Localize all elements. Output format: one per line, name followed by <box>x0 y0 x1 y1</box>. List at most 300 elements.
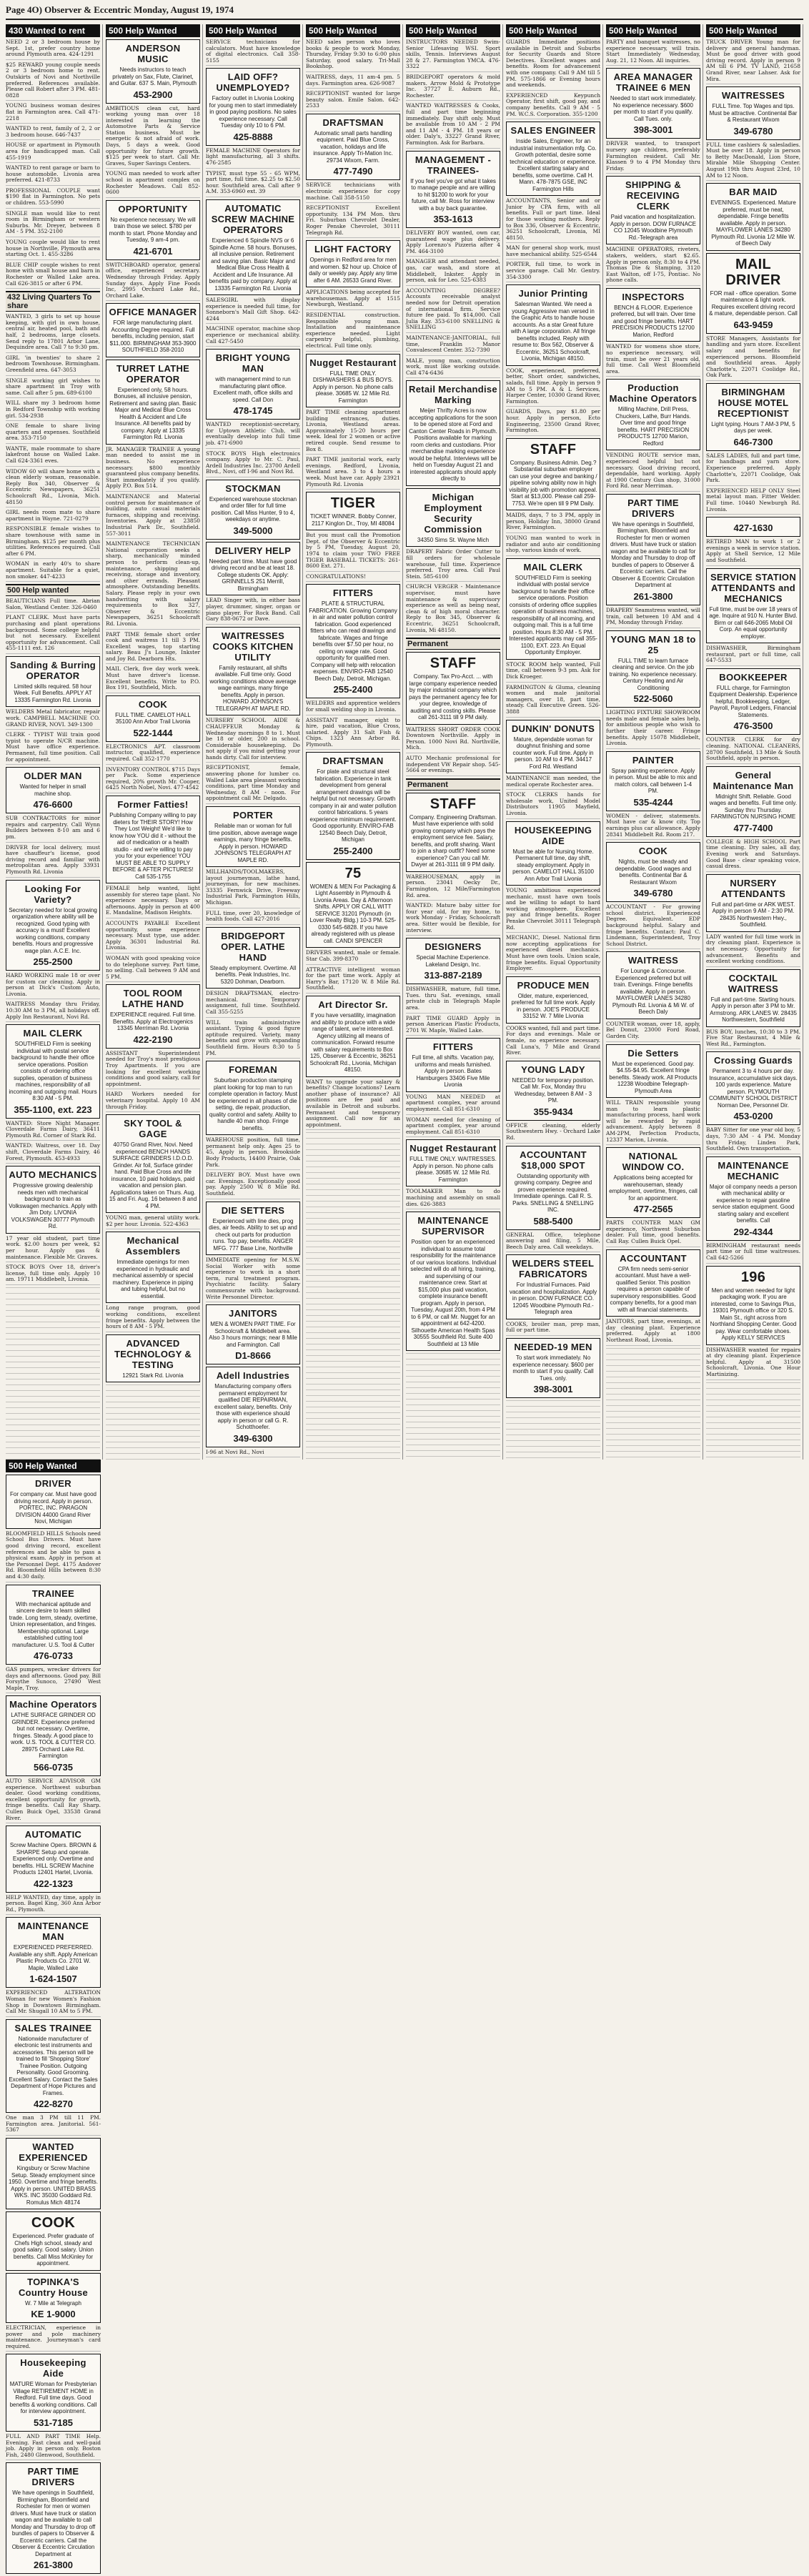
display-ad <box>606 494 700 605</box>
display-ad <box>206 199 300 295</box>
classified-ad: APPLICATIONS being accepted for warehouseman. Apply at 1515 Newburgh, Westland. <box>306 289 400 310</box>
display-ad <box>106 39 200 104</box>
classified-ad: SUB CONTRACTORS for minor repairs and carpentry. Call Wynn Builders between 8-10 am and 6 pm. <box>6 816 100 842</box>
classified-ad: TYPIST, must type 55 - 65 WPM, part time, full time. $2.25 to $2.50 hour. Southfield area. Call after 9 A.M. 353-6960 ext. 39 <box>206 171 300 197</box>
display-ad-body: Steady employment. Overtime. All benefits. Peak Industries, Inc. 5320 Dohman, Dearborn. <box>209 964 297 985</box>
display-ad-title: STAFF <box>430 655 477 672</box>
display-ad-body: Progressive growing dealership needs men with mechanical background to train as Volkswagen mechanics. Apply with Jim Doty. LIVONIA VOLKSWAGEN 30777 Plymouth Rd. <box>9 1182 97 1230</box>
display-ad-title: NURSERY ATTENDANTS <box>720 877 786 899</box>
display-ad-title: AREA MANAGER TRAINEE 6 MEN <box>613 71 693 94</box>
classified-column <box>406 24 503 1460</box>
classified-ad: VENDING ROUTE service man, experienced helpful but not necessary. Good driving record, dependable, hard working. Apply at 1900 Century Gun shop, 31000 Ford Rd. near Merriman. <box>606 452 700 492</box>
classified-ad: DRIVERS wanted, male or female. Star Cab. 399-8370 <box>306 950 400 964</box>
display-ad <box>606 951 700 1019</box>
column-filler <box>506 1400 600 1460</box>
classified-ad: ATTRACTIVE intelligent woman for the part time work. Apply at Harry's Bar, 17120 W. 8 Mile Rd. Southfield. <box>306 967 400 994</box>
display-ad-title: BOOKKEEPER <box>719 671 788 683</box>
display-ad-body: Mature, dependable woman for doughnut finishing and some counter work. Full time. Apply in person. 10 AM to 4 PM. 34417 Ford Rd. Westland <box>512 735 594 770</box>
column-filler <box>6 1287 100 1460</box>
display-ad <box>406 1038 500 1092</box>
display-ad-body: Full and part-time. Starting hours. Apply in person after 3 PM to Mr. Armstrong. ARK LANES W. 28435 Northwestern, Southfield <box>710 996 797 1024</box>
display-ad-body: LATHE SURFACE GRINDER OD GRINDER. Experience preferred but not necessary. Overtime, fringes. Steady. A good place to work. U.S. TOOL & CUTTER CO. 28975 Orchard Lake Rd. Farmington <box>11 1712 96 1760</box>
classified-ad: WANTED WAITRESSES & Cooks, full and part time beginning immediately. Day shift only. Must be available from 10 AM - 2 PM and 11 AM - 4 PM. 18 years or older. Daly's, 33227 Grand River, Farmington. Ask for Barbara. <box>406 103 500 148</box>
display-ad <box>6 880 100 971</box>
classified-ad: FULL time cashiers & salesladies. Must be over 18. Apply in person to Betty MacDonald, Lion Store, Mirable Mile Shopping Center. August 19th thru August 23rd, 10 AM to 12 Noon. <box>706 142 800 182</box>
display-ad <box>406 938 500 984</box>
display-ad <box>206 1061 300 1135</box>
display-ad-body: To start work immediately. No experience necessary. $600 per month to start if you qualify. Call Tues. only. <box>512 1354 594 1382</box>
display-ad <box>306 492 400 530</box>
display-ad-title: BRIDGEPORT OPER. LATHE HAND <box>221 930 285 963</box>
classified-ad: DRAPERY Seamstress wanted, will train, call between 10 AM and 4 PM, Monday through Friday. <box>606 608 700 628</box>
display-ad-body: Experienced 6 Spindle NVS or 6 Spindle Acme. 58 hours. Bonuses, all inclusive pension. Retirement and saving plan. Basic Major and Medical Blue Cross Health & Accident and Life Insurance. All benefits paid by company. Apply at 13335 Farmington Rd. Livonia <box>209 237 297 292</box>
display-ad <box>506 284 600 366</box>
display-ad-body: For Lounge & Concourse. Experienced preferred but will train. Evenings. Fringe benefits available. Apply in person. MAYFLOWER LANES 34280 Plymouth Rd. Livonia & Mi W. of Beech Daly <box>612 968 695 1016</box>
classified-column <box>506 24 603 1460</box>
display-ad-title: TIGER <box>330 495 376 512</box>
display-ad <box>706 668 800 735</box>
display-ad-title: DRIVER <box>35 1478 71 1490</box>
classified-ad: BEAUTICIANS Full time. Abrian Salon, Westland Center. 326-0460 <box>6 598 100 613</box>
classified-ad: JANITORS, part time, evenings, at day cleaning plant. Experience preferred. Apply at 1800 Northeast Road, Livonia. <box>606 1319 700 1345</box>
display-ad-title: DELIVERY HELP <box>214 545 292 556</box>
classified-ad: YOUNG man, general utility work. $2 per hour. Livonia. 522-4363 <box>106 1215 200 1229</box>
display-ad <box>606 68 700 139</box>
display-ad-body: Salesman Wanted. We need a young Aggressive man versed in the Graphic Arts to handle house accounts. As a star Great future with A large corporation. All fringe benefits included. Reply with resume to: Box 562, Observer & Eccentric, 36251 Schoolcraft, Livonia, Michigan 48150. <box>510 301 596 362</box>
display-ad-phone: 427-1630 <box>733 522 773 534</box>
display-ad-title: Michigan Employment Security Commission <box>424 491 482 535</box>
classified-ad: DRIVER for local delivery, must have chauffeur's license, good driving record and familiar with metropolitan area. Apply 33931 Plymouth Rd. Livonia <box>6 845 100 878</box>
classified-ad: LEAD Singer with, in either bass player, drummer, singer, organ or piano player. For Rock Band. Call Gary 838-0672 or Dave. <box>206 598 300 624</box>
display-ad <box>606 288 700 342</box>
classified-ad: NEED 2 or 3 bedroom house by Sept. 1st, prefer country home around Plymouth area. 424-1291 <box>6 39 100 60</box>
classified-ad: MALE, young man, construction work, must like working outside. Call 474-6436 <box>406 358 500 379</box>
display-ad-body: Meijer Thrifty Acres is now accepting applications for the soon to be opened store at Ford and Canton Center Roads in Plymouth. Positions available for marking room clerks and custodians. Prior merchandise marking experience would be helpful. Interviews will be held on Tuesday August 21 and interested applicants should apply directly to <box>409 407 497 482</box>
display-ad-title: OFFICE MANAGER <box>109 307 197 318</box>
display-ad-body: Permanent 3 to 4 hours per day. Insurance, accumulative sick days. 100 yards experience. Mature person. PLYMOUTH COMMUNITY SCHOOL DISTRICT Norman Dee, Personnel Dir. <box>709 1068 798 1109</box>
classified-ad: PARTY and banquet waitresses, no experience necessary, will train. Start Immediately Wednesday, Aug. 21, 12 Noon. All inquiries. <box>606 39 700 66</box>
column-heading: 430 Wanted to rent <box>6 24 100 37</box>
classified-ad: BRIDGEPORT operators & mold makers. Arrow Mold & Prototype Inc. 37727 E. Auburn Rd., Rochester. <box>406 74 500 101</box>
display-ad-phone: 522-1444 <box>133 727 173 738</box>
display-ad-title: 75 <box>344 865 362 881</box>
classified-ad: COOKS wanted, full and part time. For days and evenings. Male or female, no experience necessary. Call Luna's, 7 Mile and Grand River. <box>506 1026 600 1059</box>
display-ad-title: BIRMINGHAM HOUSE MOTEL RECEPTIONIST <box>718 386 789 419</box>
display-ad <box>6 2019 101 2114</box>
display-ad-title: DRAFTSMAN <box>322 756 384 767</box>
display-ad-body: 40750 Grand River, Novi. Need experienced BENCH HANDS SURFACE GRINDERS I.D.O.D. Grinder. Air foil, Surface grinder hand. Paid Blue Cross and life insurance, 10 paid holidays, paid vacation and pension plan. Applications taken on Thurs. Aug. 15 and Fri. Aug. 16 between 8 and 4 PM. <box>109 1141 197 1209</box>
classified-ad: WANTED to rent garage or barn to house automobile. Livonia area preferred. 421-8733 <box>6 165 100 186</box>
classified-ad: CHURCH VERGER - Maintenance supervisor, must have maintenance & supervisory experience as well as being neat, clean & of high moral character. Reply to Box 345, Observer & Eccentric, 36251 Schoolcraft, Livonia, Mi 48150. <box>406 584 500 635</box>
classified-ad: WAITRESS, days, 11 am-4 pm. 5 days. Farmington area. 626-9087 <box>306 74 400 89</box>
display-ad <box>206 1304 300 1364</box>
classified-ad: COUNTER CLERK for dry cleaning. NATIONAL CLEANERS, 28700 Southfield, 13 Mile & South Southfield, apply in person. <box>706 737 800 763</box>
column-filler <box>106 1384 200 1460</box>
classified-ad: HELP WANTED, day time, apply in person. Bagel King, 360 Ann Arbor Rd., Plymouth. <box>6 1895 101 1916</box>
display-ad-body: Major oil company needs a person with mechanical ability or experience to repair gasoline service station equipment. Good starting salary and excellent benefits. Call <box>709 1183 798 1224</box>
display-ad-body: Factory outlet in Livonia Looking for young men to start immediately in good paying positions. No sales experience necessary. Call Tuesday only 10 to 6 PM. <box>209 95 297 129</box>
classified-ad: CLERK - TYPIST Will train good typist to operate N/CR machine. Must have office experience. Permanent, full time position. Call for appointment. <box>6 732 100 765</box>
display-ad-body: with management mind to run manufacturing plant office. Excellent math, office skills and speed. Call Don <box>213 376 293 403</box>
classified-ad: SERVICE technicians with electronic experience for copy machine. Call 358-5150 <box>306 182 400 203</box>
display-ad-body: Wanted for helper in small machine shop. <box>19 783 86 797</box>
classified-ad: PART TIME female short order cook and waitress 11 till 3 PM. Excellent wages, top starting salary. Beau J's Lounge, Inkster and Joy Rd. Dearborn Hts. <box>106 632 200 665</box>
display-ad <box>306 584 400 698</box>
display-ad-title: COOK <box>31 2215 76 2231</box>
classified-column <box>306 24 403 1460</box>
display-ad-body: FULL TIME ONLY. WAITRESSES. Apply in person. No phone calls please. 30685 W. 12 Mile Rd. Farmington <box>410 1156 497 1183</box>
display-ad-phone: 255-2500 <box>33 956 73 967</box>
display-ad-body: FULL charge, for Farmington Equipment Dealership. Experience helpful, Bookkeeping. Ledger, Payroll, Payroll Ledgers, Financial Statements. <box>709 684 798 718</box>
classified-ad: HARD WORKING male 18 or over for custom car cleaning. Apply in person at Dick's Custom Auto, Livonia. <box>6 973 100 999</box>
classified-ad: ELECTRICIAN, experience in power and pole machinery maintenance. Journeyman's card required. <box>6 2325 101 2352</box>
classified-ad: MAINTENANCE-JANITORIAL, full time, Franklin Manor Convalescent Center. 352-7390 <box>406 335 500 356</box>
display-ad-title: FITTERS <box>432 1041 474 1053</box>
classified-ad: FARMINGTON & Gluma, cleaning women and male janitorial managers, over 18, part time, steady. Call Executive Green. 526-3888 <box>506 685 600 718</box>
display-ad <box>406 380 500 486</box>
classified-column <box>6 1460 103 2576</box>
display-ad-body: Inside Sales, Engineer, for an industrial instrumentation mfg. Co. Growth potential, desire some technical education or experience. Excellent starting salary and benefits, some overtime. Call H. Mann. 478-7875 GSE, INC Farmington Hills <box>510 138 597 192</box>
display-ad-body: NEEDED for temporary position. Call Mr. Fox, Monday thru Wednesday, between 8 AM - 3 PM. <box>512 1076 595 1104</box>
classified-ad: ELECTRONICS APT. classroom instructor, qualified, experience required. Call 352-1770 <box>106 744 200 765</box>
display-ad <box>306 862 400 948</box>
column-heading: 500 Help Wanted <box>206 24 300 37</box>
display-ad <box>306 240 400 287</box>
classified-ad: BLUE CHIP couple wishes to rent home with small house and barn in Rochester or Walled Lake area. Call 626-3815 or after 6 PM. <box>6 262 100 289</box>
display-ad-body: CPA firm needs semi-senior accountant. Must have a well-qualified Senior. This position requires a person capable of supervisory responsibilities. Good company benefits, for a good man with all financial statements. <box>610 1265 697 1313</box>
display-ad-body: EVENINGS. Experienced. Mature preferred, must be neat, dependable. Fringe benefits available. Apply in person. MAYFLOWER LANES 34280 Plymouth Rd. Livonia 1/2 Mile W. of Beech Daly <box>710 199 796 247</box>
display-ad <box>706 766 800 837</box>
display-ad-body: For company car. Must have good driving record. Apply in person. PORTEC, INC. PARAGON DIVISION 44000 Grand River Novi, Michigan <box>10 1491 96 1525</box>
display-ad-phone: 1-624-1507 <box>29 1973 77 1985</box>
display-ad <box>706 86 800 140</box>
classified-ad: SINGLE working girl wishes to share apartment in Troy with same. Call after 5 pm. 689-6100 <box>6 378 100 399</box>
display-ad-title: WELDERS STEEL FABRICATORS <box>512 1258 595 1280</box>
display-ad-title: ANDERSON MUSIC <box>125 43 181 64</box>
display-ad <box>106 303 200 357</box>
classified-ad: YOUNG man needed to work after school in apartment complex on Rochester Meadows. Call 852-0600 <box>106 171 200 197</box>
display-ad <box>106 695 200 742</box>
display-ad-body: No experience necessary. We will train those we select. $780 per month to start. Phone Monday and Tuesday, 9 am-4 pm. <box>109 216 197 244</box>
display-ad-title: Adell Industries <box>216 1370 290 1382</box>
classified-ad: WANTED for womens shoe store, no experience necessary, will train, must be over 21 years old, full time. Call West Bloomfield area. <box>606 344 700 377</box>
display-ad-phone: 422-1323 <box>34 1878 73 1889</box>
classified-ad: PARTS COUNTER MAN GM experience, Northwest Suburban dealer. Full time, good benefits. Call Ray. Cullen Buick Opel. <box>606 1220 700 1247</box>
display-ad-phone: 535-4244 <box>633 796 673 808</box>
display-ad-body: Full time, all shifts. Vacation pay, uniforms and meals furnished. Apply in person. Bates Hamburgers 33406 Five Mile Livonia <box>412 1054 495 1089</box>
display-ad <box>106 796 200 883</box>
display-ad-body: FULL TIME to learn furnace cleaning and service. On the job training. No experience necessary. Century Heating and Air Conditioning <box>609 657 698 691</box>
display-ad-title: 196 <box>740 1269 766 1285</box>
classified-ad: AMBITIOUS clean cut, hard working young man over 18 interested in learning the Automotive Parts & Service Station business. Must be energetic & not afraid of work. Days, 5 days a week. Good opportunity for future growth. $125 per week to start. Call Mr. Graves, Super Savings Centers. <box>106 106 200 169</box>
column-heading: 500 Help Wanted <box>606 24 700 37</box>
classified-ad: DELIVERY BOY wanted, own car, guaranteed wage plus delivery. Apply Lorenzo's Pizzeria after 4 PM. 464-3100 <box>406 230 500 257</box>
display-ad <box>106 1114 200 1213</box>
classified-ad: WOMAN needed for cleaning of apartment complex, year around employment. Call 851-6310 <box>406 1117 500 1138</box>
display-ad-body: Company. Business Admin. Deg.? Substantial suburban employer can use your degree and banking / pipeline solving ability now in high visibility job with promotion appeal. Start at $13,000. Please call 259-7753. We're open till 9 PM Daily. <box>509 459 597 507</box>
classified-ad: Long range program, good working conditions, excellent fringe benefits. Apply between the hours of 8 AM - 5 PM. <box>106 1305 200 1332</box>
classified-ad: BUS BOY, lunches, 10:30 to 3 PM. Five Star Restaurant, 4 Mile & West Rd., Farmington. <box>706 1029 800 1050</box>
masthead-text: Page 4O) Observer & Eccentric Monday, August 19, 1974 <box>6 4 234 15</box>
classified-ad: GUARDS Immediate positions available in Detroit and Suburbs for Security Guards and Store Detectives. Excellent wages and benefits. Room for advancement with one company. Call 9 AM till 5 PM. 575-1866 or Evening hours and weekends. <box>506 39 600 91</box>
display-ad-title: MAIL CLERK <box>23 1028 83 1039</box>
display-ad <box>206 1202 300 1256</box>
display-ad-title: Die Setters <box>627 1047 679 1059</box>
classified-ad: PORTER, full time, to work in service garage. Call Mr. Gentry. 354-3300 <box>506 262 600 282</box>
display-ad <box>306 114 400 181</box>
display-ad <box>206 927 300 989</box>
display-ad <box>406 1212 500 1351</box>
classified-ad: STORE Managers, Assistants for handling and yarn store. Excellent salary and benefits for experienced persons. Bloomfield and Southfield areas. Apply Charlotte's, 22071 Coolidge Rd., Oak Park. <box>706 336 800 381</box>
display-ad-title: SALES ENGINEER <box>510 125 596 137</box>
classified-ad: COUNTER woman, over 18, apply, Bel Donut, 23000 Ford Road, Garden City. <box>606 1021 700 1042</box>
display-ad <box>406 488 500 548</box>
display-ad-phone: 255-2400 <box>333 845 373 856</box>
display-ad-title: WAITRESS <box>627 955 679 966</box>
display-ad-body: Needed to start work immediately. No experience necessary. $600 per month to start if you qualify. Call Tues. only. <box>610 95 697 122</box>
display-ad-body: BENCH & FLOOR. Experience preferred, but will train. Over time and good fringe benefits. HART PRECISION PRODUCTS 12700 Marion, Redford <box>610 304 696 338</box>
display-ad-body: If you feel you've got what it takes to manage people and are willing to hit $1200 to work for your future, call Mr. Ross for interview with a buy back guarantee. <box>410 177 496 212</box>
display-ad-title: Art Director Sr. <box>318 999 388 1011</box>
classified-ad: PROFESSIONAL COUPLE want $190 flat in Farmington. No pets or children. 553-5990 <box>6 188 100 209</box>
display-ad <box>506 1254 600 1319</box>
display-ad-title: STAFF <box>430 796 477 812</box>
display-ad <box>606 176 700 244</box>
display-ad <box>506 438 600 511</box>
classified-column <box>106 24 203 1460</box>
display-ad-title: DUNKIN' DONUTS <box>511 723 595 734</box>
display-ad-title: AUTOMATIC <box>24 1829 82 1841</box>
display-ad-body: Automatic small parts handling equipment. Paid Blue Cross, vacation, holidays and life insurance. Apply Tri-Mation Inc. 29734 Wixom, Farm. <box>313 129 393 164</box>
classified-ad: $25 REWARD young couple needs 2 or 3 bedroom home to rent. Outskirts of Novi and Northville preferred. References available. Please call Robert after 3 PM. 481-0828 <box>6 62 100 101</box>
display-ad-title: Crossing Guards <box>714 1055 793 1066</box>
display-ad <box>206 480 300 540</box>
display-ad <box>6 1585 101 1665</box>
classified-ad: BLOOMFIELD HILLS Schools need School Bus Drivers. Must have good driving record, excellent references and be able to pass a physical exam. Apply in person at the Personnel Dept. 4175 Andover Rd. Bloomfield Hills between 8:30 and 4:30 daily. <box>6 1531 101 1582</box>
classified-ad: DISHWASHER, Birmingham restaurant, part or full time, call 647-5533 <box>706 645 800 666</box>
classified-ad: HOUSE or apartment in Plymouth area for handicapped man. Call 455-1919 <box>6 142 100 163</box>
display-ad-body: Position open for an experienced individual to assume total responsibility for the maintenance of our various locations. Individual selected will do all hiring, training, and supervising of our maintenance crew. Start at $15,000 plus paid vacation, complete insurance benefit program. Apply in person, Tuesday, August 20th, from 4 PM to 6 PM, or call Mr. Nugget for an appointment at 642-4200. Silhouette American Health Spas 30555 Southfield Rd. Suite 400 Southfield at 13 Mile <box>410 1239 497 1347</box>
display-ad-title: SKY TOOL & GAGE <box>124 1118 182 1140</box>
classified-ad: DISHWASHER, mature, full time, Tues. thru Sat. evenings, small private club in Telegraph Maple area. <box>406 986 500 1013</box>
classified-ad: GAS pumpers, wrecker drivers for days and afternoons. Good pay. Bill Forsythe Sunoco, 27490 West Maple, Troy. <box>6 1667 101 1693</box>
column-heading: 500 Help Wanted <box>706 24 800 37</box>
column-heading: 500 Help Wanted <box>6 1460 101 1472</box>
classified-ad: GIRL needs room mate to share apartment in Wayne. 721-0279 <box>6 510 100 524</box>
display-ad-title: General Maintenance Man <box>713 769 794 791</box>
display-ad-title: BAR MAID <box>729 187 778 198</box>
display-ad-phone: 477-7490 <box>333 166 373 177</box>
classified-ad: COLLEGE & HIGH SCHOOL Part time cleaning. Dry sales, all day, Evening work and Saturdays. Good Base - clear speaking voice, casual dress. <box>706 839 800 872</box>
display-ad-body: FULL TIME ONLY. DISHWASHERS & BUS BOYS. Apply in person. No phone calls please. 30685 W. 12 Mile Rd. Farmington <box>312 370 394 404</box>
display-ad-body: Milling Machine, Drill Press, Chuckers, Lathe, Burr Hands. Over time and good fringe benefits. HART PRECISION PRODUCTS 12700 Marion, Redford <box>615 406 691 447</box>
column-filler <box>406 1353 500 1460</box>
display-ad-phone: 422-8270 <box>34 2099 73 2110</box>
classified-ad: YOUNG man wanted to work in radiator and auto air conditioning shop, various kinds of work. <box>506 535 600 556</box>
display-ad-body: Company. Engineering Draftsman. Must have experience with solid growing company which pays the employment service fee. Salary, benefits, and profit sharing. Want to join a sharp outfit? Need some experience? Can you call Mr. Dwyer at 261-3111 till 9 PM daily. <box>409 813 497 868</box>
classified-ad: MAINTENANCE and Material control person for maintenance of building, auto casual materials furnaces, shipping and receiving. Inventories. Apply at 23850 Industrial Park Dr., Southfield. 557-3011 <box>106 494 200 539</box>
classified-ad: RESPONSIBLE female wishes to share townhouse with same in Birmingham. $125 per month plus utilities. References required. Call after 6 PM. <box>6 526 100 559</box>
classified-ad: PART TIME janitorial work, early evenings. Redford, Livonia, Westland area. 3 to 4 hours a week. Must have car. Apply 23921 Plymouth Rd. Livonia <box>306 457 400 490</box>
classified-ad: FULL AND PART TIME Help. Evening. Fast clean and well-paid job. Apply in person only. Boston Fish, 2480 Glenwood, Southfield. <box>6 2434 101 2460</box>
display-ad <box>6 656 100 708</box>
classified-ad: EXPERIENCED ALTERATION Woman for new Women's Fashion Shop in Downtown Birmingham. Call Mr. Shugall 10 AM to 5 PM. <box>6 1990 101 2016</box>
classified-ad: PART TIME GUARD Apply in person American Plastic Products, 2701 W. Maple, Walled Lake. <box>406 1016 500 1036</box>
display-ad-phone: 349-6300 <box>233 1432 273 1444</box>
display-ad <box>206 1367 300 1447</box>
display-ad-phone: 646-7300 <box>733 436 773 447</box>
display-ad <box>6 1024 100 1119</box>
display-ad <box>506 122 600 196</box>
section-heading: Permanent <box>406 638 500 650</box>
classified-ad: DRAPERY Fabric Order Cutter to fill orders for wholesale warehouse, full time. Experience preferred. Troy area. Call Paul Stein. 585-6100 <box>406 549 500 582</box>
display-ad-phone: 453-0200 <box>733 1111 773 1122</box>
display-ad-phone: KE 1-9000 <box>31 2309 76 2320</box>
classified-column <box>606 24 703 1460</box>
display-ad-phone: D1-8666 <box>235 1350 271 1362</box>
classified-ad: YOUNG MAN NEEDED at apartment complex, year around employment. Call 851-6310 <box>406 1094 500 1115</box>
display-ad-body: FOR mail - office operation. Some maintenance & light work. Requires excellent driving record & mature, dependable person. Call <box>709 289 798 317</box>
display-ad-title: Nugget Restaurant <box>309 357 397 368</box>
classified-ad: SWITCHBOARD operator, general office, experienced secretary. Wednesday through Friday. Apply Sunday days. Apply Fine Foods Inc, 2995 Orchard Lake Rd., Orchard Lake. <box>106 262 200 302</box>
display-ad-body: Openings in Redford area for men and women. $2 hour up. Choice of daily or weekly pay. Apply any time after 6 AM. 26533 Grand River. <box>309 257 397 284</box>
classified-ad: RECEPTIONIST wanted for large beauty salon. Emile Salon. 642-2533 <box>306 91 400 112</box>
display-ad <box>606 379 700 450</box>
display-ad-phone: 478-1745 <box>233 405 273 417</box>
classified-ad: WANTED to rent, family of 2, 2 or 3 bedroom house. 646-7437 <box>6 126 100 140</box>
display-ad-phone: 531-7185 <box>34 2417 73 2428</box>
classified-column <box>206 24 303 1460</box>
display-ad-title: ACCOUNTANT $18,000 SPOT <box>520 1149 587 1171</box>
display-ad <box>506 1146 600 1230</box>
display-ad-body: Manufacturing company offers permanent employment for qualified DIE REPAIRMAN, excellent salary, benefits. Only those with experience should apply in person or call G. R. Schotthoefer. <box>214 1383 292 1431</box>
classified-ad: MECHANIC, Diesel. National firm now accepting applications for experienced diesel mechanics. Must have own tools. Union scale, fringe benefits. Equal Opportunity Employer. <box>506 935 600 974</box>
classified-ad: SINGLE man would like to rent room in Birmingham or western Suburbs. Mr. Dreyer, between 8 AM - 5 PM. 352-2100 <box>6 211 100 237</box>
classified-ad: WILL share my 3 bedroom home in Redford Township with working girl. 534-2938 <box>6 400 100 421</box>
display-ad <box>6 2211 101 2271</box>
display-ad <box>706 1156 800 1241</box>
display-ad-title: Production Machine Operators <box>609 382 698 405</box>
classified-ad: WELDERS Metal fabricator, repair work. CAMPBELL MACHINE CO. GRAND RIVER, NOVI. 349-1300 <box>6 709 100 730</box>
classified-ad: FULL time, over 20, knowledge of health foods. Call 427-2016 <box>206 911 300 925</box>
classified-ad: ASSISTANT manager, eight to hire, paid vacation, Blue Cross, salaried. Apply 31 Salt Fish & Chips. 1323 Ann Arbor Rd. Plymouth. <box>306 718 400 750</box>
classified-ad: MILLHANDS/TOOLMAKERS, layout journeyman, lathe hand, journeyman, for new machines. 33335 Fernwick Drive, Freeway Industrial Park, Farmington Hills, Michigan. <box>206 869 300 908</box>
display-ad-body: EXPERIENCED PREFERRED. Available any shift. Apply American Plastic Products Co. 2701 W. Maple, Walled Lake <box>9 1944 98 1971</box>
display-ad-phone: 349-5000 <box>233 525 273 536</box>
classified-ad: MAIL Clerk, five day work week. Must have driver's license. Excellent benefits. Write to P.O. Box 191, Southfield, Mich. <box>106 666 200 693</box>
display-ad-title: LAID OFF? UNEMPLOYED? <box>216 71 290 94</box>
classified-ad: MAN for general shop work, must have mechanical ability. 525-6544 <box>506 245 600 259</box>
display-ad <box>206 806 300 867</box>
display-ad <box>6 1475 101 1529</box>
display-ad-title: FITTERS <box>332 588 374 599</box>
display-ad-phone: 477-2565 <box>633 1204 673 1215</box>
classified-ad: TOOLMAKER Man to do machining and assembly on small dies. 626-3883 <box>406 1189 500 1209</box>
classified-ad: WILL TRAIN responsible young man to learn plastic manufacturing process, hard work will be rewarded by rapid advancement. Apply between 8 AM-2PM, Perfection Products, 12337 Marion, Livonia. <box>606 1100 700 1145</box>
display-ad <box>706 517 800 537</box>
display-ad-title: TOOL ROOM LATHE HAND <box>121 988 184 1010</box>
display-ad-phone: 398-3001 <box>633 124 673 136</box>
display-ad-title: WANTED EXPERIENCED <box>19 2141 88 2164</box>
display-ad-title: OLDER MAN <box>24 771 82 782</box>
display-ad-body: Men and women needed for light packaging work. If you are interested, come to Savings Plus, 19301 Plymouth office or 320 S. Main St., right across from Northland Shopping Center. Good pay. Wear comfortable shoes. Apply KELLY SERVICES <box>710 1287 797 1342</box>
display-ad-title: AUTO MECHANICS <box>9 1169 97 1181</box>
column-filler <box>306 1132 400 1460</box>
classified-ad: ONE female to share living quarters and expenses. Southfield area. 353-7150 <box>6 423 100 444</box>
display-ad-body: Needed part time. Must have good driving record and be at least 18. College students OK. Apply: GRINNELLS 251 Merrill, Birmingham <box>209 558 297 592</box>
classified-ad: CONGRATULATIONS! <box>306 574 400 583</box>
display-ad <box>706 568 800 644</box>
classified-ad: FEMALE help wanted, light assembly for stereo tape plant. No experience necessary. Days or afternoons. Apply in person at 400 E. Mandaline, Madison Heights. <box>106 886 200 918</box>
display-ad-body: FULL TIME. CAMELOT HALL 35100 Ann Arbor Trail Livonia <box>115 711 191 725</box>
display-ad-body: Spray painting experience. Apply in person. Must be able to mix and match colors, call between 1-4 PM. <box>609 767 698 795</box>
display-ad-title: Sanding & Burring OPERATOR <box>10 659 96 681</box>
display-ad <box>706 1266 800 1345</box>
display-ad-title: PRODUCE MEN <box>517 979 590 991</box>
display-ad-body: Light typing. Hours 7 AM-3 PM, 5 days per week. <box>711 420 795 435</box>
display-ad-body: Must be able for Nursing Home. Permanent full time, day shift, steady employment. Apply in person. CAMELOT HALL 35100 Ann Arbor Trail Livonia <box>512 848 594 882</box>
classified-ad: DISHWASHER wanted for repairs at dry cleaning plant. Experience helpful. Apply at 31500 Schoolcraft, Livonia. One Hour Martinizing. <box>706 1347 800 1380</box>
display-ad-body: Outstanding opportunity with growing company. Degree and proven experience required. Immediate openings. Call R. S. Parks. SNELLING & SNELLING INC. <box>512 1172 594 1214</box>
display-ad <box>606 1249 700 1317</box>
display-ad-title: Machine Operators <box>9 1699 97 1710</box>
display-ad-body: PLATE & STRUCTURAL FABRICATION. Growing Company in air and water pollution control fabrication. Good experienced fitters who can read drawings and fabricate. Wages and fringe benefits over $7.50 per hour, no ceiling on wage rate. Good opportunity for qualified men. Company will help with relocation expenses. ENVIRO-FAB 12540 Beech Daly, Detroit, Michigan. <box>309 600 397 682</box>
classified-ad: WANTED: Waitress, over 18. Day shift, Cloverdale Farms Dairy, 46 Forest, Plymouth. 453-4933 <box>6 1143 100 1164</box>
classified-column <box>706 24 803 1460</box>
display-ad-phone: 349-6780 <box>633 888 673 899</box>
display-ad-title: YOUNG LADY <box>521 1064 585 1075</box>
section-heading: 432 Living Quarters To share <box>6 291 100 312</box>
classified-ad: GUARDS, Days, pay $1.80 per hour. Apply in person, Ecto Engineering, 23500 Grand River, Farmington. <box>506 409 600 435</box>
display-ad-title: TOPINKA'S Country House <box>18 2276 89 2298</box>
classified-ad: RECEPTIONIST, female, answering phone for lumber co. Walled Lake area pleasant working conditions, part time Monday and Wednesday, 8 AM - noon. For appointment call Mr. Delgado. <box>206 765 300 804</box>
display-ad <box>306 354 400 408</box>
display-ad-body: Screw Machine Opers. BROWN & SHARPE Setup and operate. Experienced only. Overtime and benefits. HILL SCREW Machine Products 12401 Hartel, Livonia. <box>9 1842 97 1876</box>
display-ad-title: Housekeeping Aide <box>20 2357 86 2379</box>
display-ad <box>406 1139 500 1187</box>
display-ad-body: FOR large manufacturing plant. Accounting Degree required. Full benefits, including pension, start $11,000. BIRMINGHAM 353-3900 SOUTHFIELD 358-2010 <box>109 319 197 354</box>
classified-column <box>6 24 103 1460</box>
classified-ad: AUTO SERVICE ADVISOR GM experience. Northwest suburban dealer. Good working conditions, excellent opportunity for growth, fringe benefits. Call Ray Sharp. Cullen Buick Opel, 33538 Grand River. <box>6 1778 101 1823</box>
display-ad <box>706 969 800 1027</box>
section-heading: Permanent <box>406 778 500 791</box>
display-ad <box>506 1061 600 1121</box>
classified-ad: NEED sales person who loves books & people to work Monday, Thursday, Friday 9:30 to 6:00 plus Saturday, good salary. Tri-Mall Bookshop. <box>306 39 400 72</box>
display-ad-title: SHIPPING & RECEIVING CLERK <box>625 179 682 212</box>
classified-ad: I-96 at Novi Rd., Novi <box>206 1450 300 1458</box>
display-ad <box>606 630 700 708</box>
display-ad-body: SOUTHFIELD Firm is seeking individual with postal service background to handle their office service operations. Position consists of ordering office supplies operation of business machines, responsibility of all incoming, and outgoing mail. This is a full time position. Hours 8:30 AM - 5 PM. Interested applicants may call 355-1100, EXT. 223. An Equal Opportunity Employer. <box>509 574 597 656</box>
display-ad <box>206 68 300 146</box>
classified-ad: INVENTORY CONTROL $715 Days per Pack. Some experience required, 20% growth Mr. Cooper, 6425 North Nobel, Novi. 477-4542 <box>106 767 200 793</box>
display-ad-title: YOUNG MAN 18 to 25 <box>610 633 696 655</box>
display-ad-body: SOUTHFIELD Firm is seeking individual with postal service background to handle their office service operations. Position consists of ordering office supplies, operation of business machines, responsibility of all incoming and outgoing mail. Hours 8:30 AM - 5 PM. <box>9 1041 97 1102</box>
classified-ad: MACHINE OPERATORS, riveters, stakers, welders, start $2.65. Apply in person only, 8:30 to 4 PM. Thomas Die & Stamping, 3120 East Walton, off I-75, Pontiac. No phone calls. <box>606 247 700 286</box>
display-ad-title: STAFF <box>530 441 577 457</box>
display-ad-body: Publishing Company willing to pay dieters for THEIR STORY! How They Lost Weight! We'd like to know how YOU did it - without the aid of medication or a health studio - and we're willing to pay you for your experience! YOU MUST BE ABLE TO SUPPLY BEFORE & AFTER PICTURES! Call 535-1755 <box>109 812 197 880</box>
display-ad-title: MAINTENANCE SUPERVISOR <box>417 1215 489 1237</box>
classified-ad: RETIRED MAN to work 1 or 2 evenings a week in service station. Apply at Shell Service, 12 Mile and Southfield. <box>706 539 800 565</box>
display-ad-title: HOUSEKEEPING AIDE <box>514 824 592 846</box>
section-heading: 500 Help wanted <box>6 584 100 596</box>
display-ad-title: COOK <box>138 698 168 710</box>
display-ad-body: We have openings in Southfield, Birmingham, Bloomfield and Rochester for men or women drivers. Must have truck or station wagon and be available to call Monday and Thursday to drop off bundles of papers to Observer & Eccentric carriers. Call the Observer & Eccentric Circulation Department at <box>10 2490 96 2557</box>
classified-ad: MACHINE operator, machine shop experience or mechanical ability. Call 427-5450 <box>206 326 300 347</box>
classified-ad: WAREHOUSEMAN, apply in person. 23041 Oecky Dr., Farmington, 12 Mile/Farmington Rd. area. <box>406 874 500 901</box>
display-ad <box>406 151 500 229</box>
display-ad-body: Kingsbury or Screw Machine Setup. Steady employment since 1950. Overtime and fringe benefits. Apply in person. UNITED BRASS WKS. INC 35030 Goddard Rd. Romulus Mich 48174 <box>9 2165 98 2206</box>
display-ad-body: For plate and structural steel fabrication. Experience in tank development from general arrangement drawings will be helpful but not necessary. Growth company in air and water pollution control fabrications. 5 years experience minimum requirement. Good opportunity. ENVIRO-FAB 12540 Beech Daly, Detroit, Michigan <box>309 768 397 843</box>
